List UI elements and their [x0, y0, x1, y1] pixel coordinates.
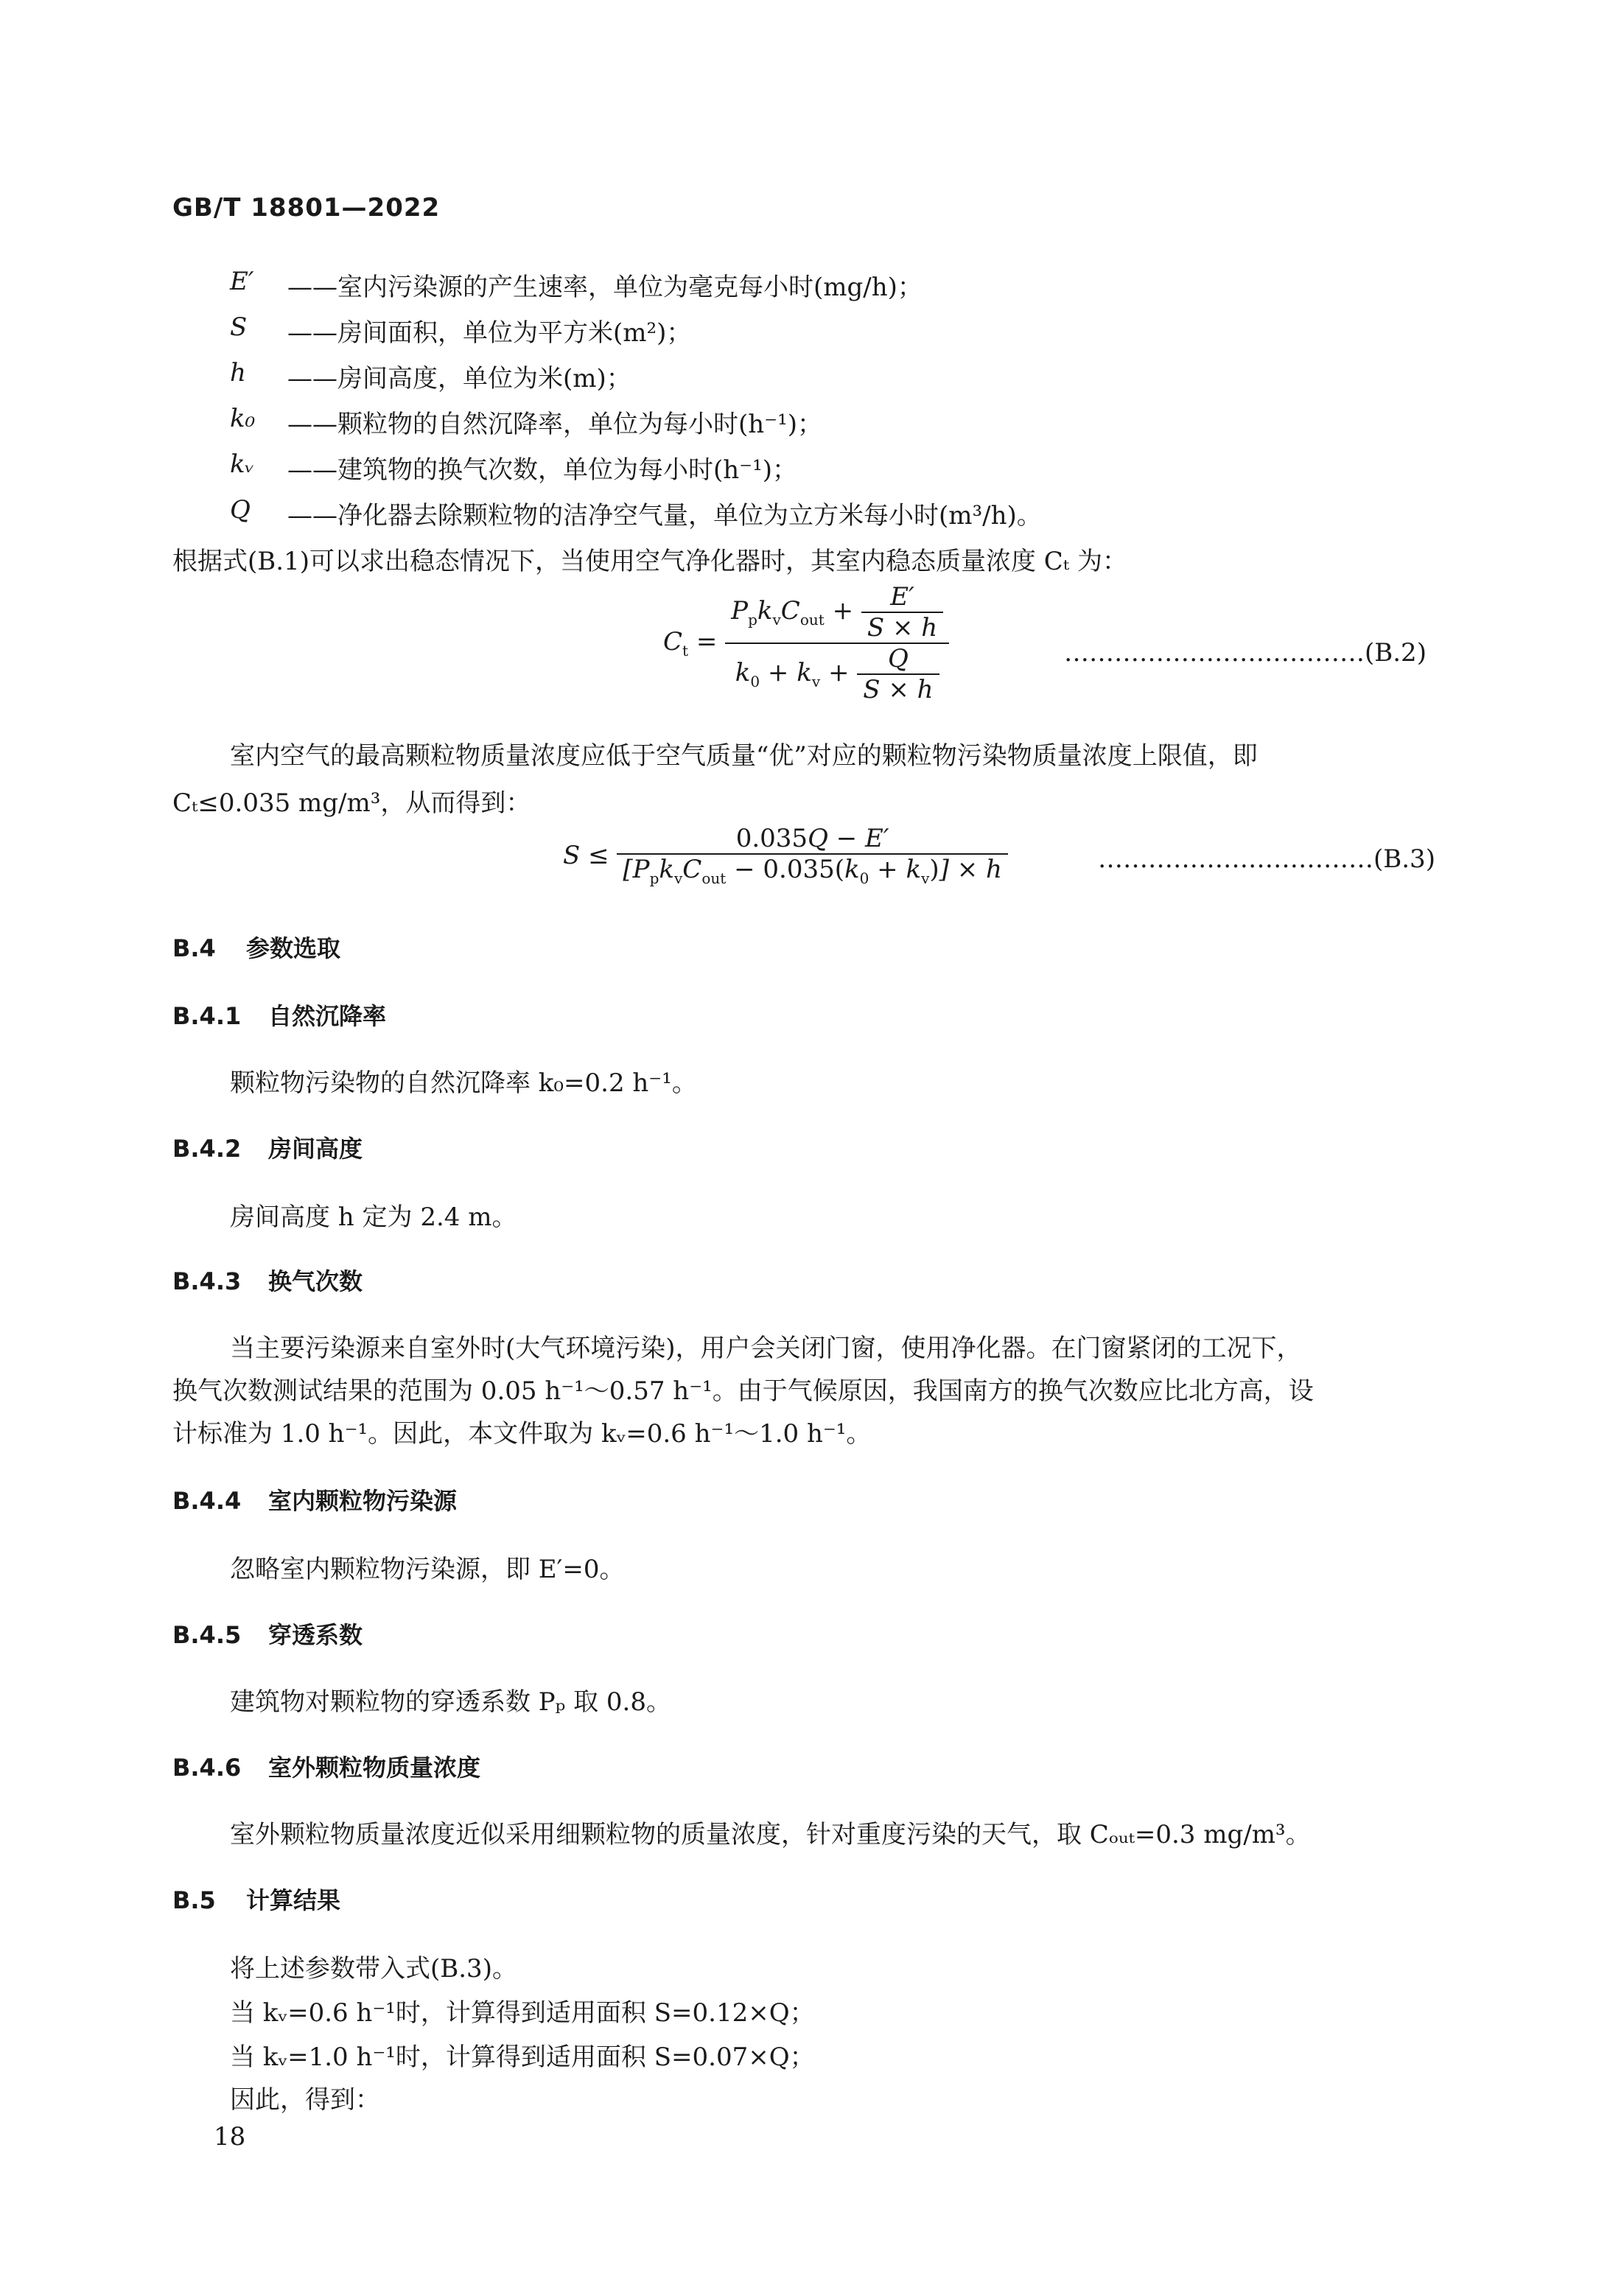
page-number: 18 — [214, 2122, 246, 2152]
section-heading: B.4.2 房间高度 — [172, 1135, 363, 1163]
document-header: GB/T 18801—2022 — [172, 193, 441, 223]
equation-number-b2: ………………………………(B.2) — [1064, 638, 1427, 668]
def-symbol: E′ — [230, 267, 254, 296]
paragraph: 房间高度 h 定为 2.4 m。 — [230, 1202, 517, 1232]
paragraph: 将上述参数带入式(B.3)。 — [230, 1954, 517, 1984]
section-heading: B.4.4 室内颗粒物污染源 — [172, 1487, 458, 1515]
def-text: ——室内污染源的产生速率，单位为毫克每小时(mg/h)； — [287, 273, 923, 302]
paragraph: 当主要污染源来自室外时(大气环境污染)，用户会关闭门窗，使用净化器。在门窗紧闭的工况下， — [230, 1334, 1302, 1363]
section-heading: B.4.5 穿透系数 — [172, 1621, 363, 1649]
def-text: ——建筑物的换气次数，单位为每小时(h⁻¹)； — [287, 455, 798, 485]
formula-b2: $C_t$ = $P_pk_vC_{out}$ + $\frac{E'}{S \times h}$ $k_0 + k_v$ + $\frac{Q}{S \times h}$ — [663, 582, 949, 704]
def-symbol: h — [230, 358, 246, 388]
def-text: ——净化器去除颗粒物的洁净空气量，单位为立方米每小时(m³/h)。 — [287, 501, 1042, 531]
intro-b2: 根据式(B.1)可以求出稳态情况下，当使用空气净化器时，其室内稳态质量浓度 Cₜ 为： — [172, 547, 1127, 576]
def-symbol: kᵥ — [230, 449, 255, 479]
paragraph: 当 kᵥ=0.6 h⁻¹时，计算得到适用面积 S=0.12×Q； — [230, 1998, 815, 2028]
def-text: ——房间面积，单位为平方米(m²)； — [287, 318, 692, 348]
section-heading: B.4.6 室外颗粒物质量浓度 — [172, 1754, 481, 1782]
paragraph: 换气次数测试结果的范围为 0.05 h⁻¹～0.57 h⁻¹。由于气候原因，我国南方的换气次数应比北方高，设 — [172, 1376, 1314, 1406]
paragraph: 忽略室内颗粒物污染源，即 E′=0。 — [230, 1555, 625, 1584]
paragraph: 室内空气的最高颗粒物质量浓度应低于空气质量“优”对应的颗粒物污染物质量浓度上限值，即 — [230, 741, 1258, 771]
paragraph: 计标准为 1.0 h⁻¹。因此，本文件取为 kᵥ=0.6 h⁻¹～1.0 h⁻¹。 — [172, 1419, 872, 1449]
def-symbol: S — [230, 312, 248, 342]
paragraph: 因此，得到： — [230, 2085, 380, 2115]
def-text: ——颗粒物的自然沉降率，单位为每小时(h⁻¹)； — [287, 410, 823, 439]
section-heading: B.4 参数选取 — [172, 934, 341, 962]
section-heading: B.4.3 换气次数 — [172, 1267, 363, 1295]
formula-b3: S ≤ $\frac{0.035Q - E'}{[P_pk_vC_{out} - 0.035(k_0 + k_v)] \times h}$ — [563, 824, 1008, 887]
def-text: ——房间高度，单位为米(m)； — [287, 364, 631, 393]
paragraph: 室外颗粒物质量浓度近似采用细颗粒物的质量浓度，针对重度污染的天气，取 Cₒᵤₜ=0.3 mg/m³。 — [230, 1820, 1311, 1849]
paragraph: 当 kᵥ=1.0 h⁻¹时，计算得到适用面积 S=0.07×Q； — [230, 2042, 815, 2072]
section-heading: B.4.1 自然沉降率 — [172, 1002, 387, 1030]
paragraph: Cₜ≤0.035 mg/m³，从而得到： — [172, 788, 531, 818]
def-symbol: k₀ — [230, 404, 256, 433]
paragraph: 颗粒物污染物的自然沉降率 k₀=0.2 h⁻¹。 — [230, 1068, 697, 1098]
paragraph: 建筑物对颗粒物的穿透系数 Pₚ 取 0.8。 — [230, 1687, 671, 1717]
section-heading: B.5 计算结果 — [172, 1886, 341, 1914]
equation-number-b3: ……………………………(B.3) — [1098, 844, 1435, 874]
def-symbol: Q — [230, 495, 251, 525]
